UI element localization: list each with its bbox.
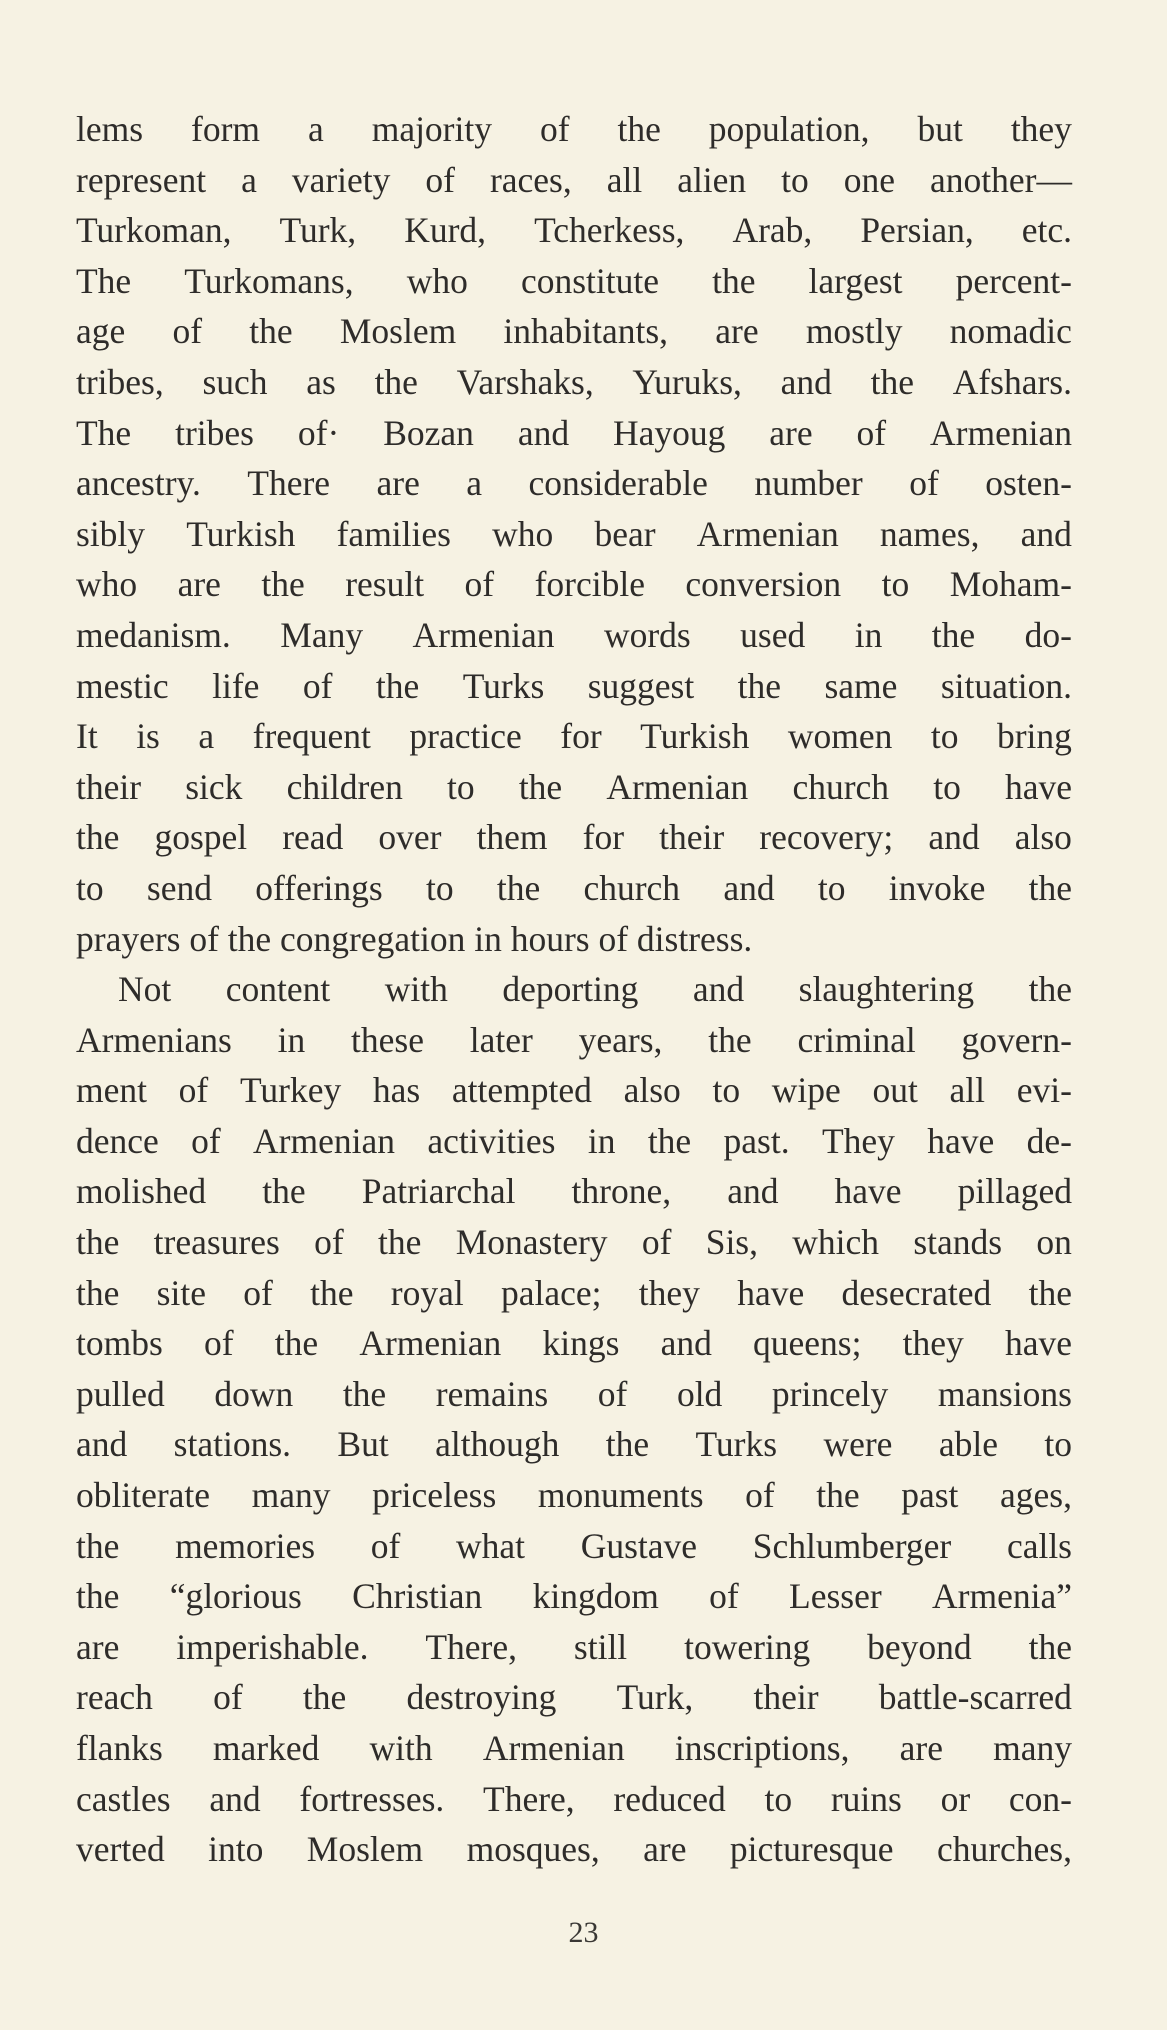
text-line: The Turkomans, who constitute the largest percent- (76, 260, 1072, 301)
text-line: age of the Moslem inhabitants, are mostly nomadic (76, 311, 1072, 352)
text-line: The tribes of· Bozan and Hayoug are of Armenian (76, 412, 1072, 453)
text-line: obliterate many priceless monuments of the past ages, (76, 1475, 1072, 1516)
text-line: their sick children to the Armenian church to have (76, 766, 1072, 807)
text-line: It is a frequent practice for Turkish women to bring (76, 716, 1072, 757)
text-line: are imperishable. There, still towering beyond the (76, 1626, 1072, 1667)
text-line: who are the result of forcible conversion to Moham- (76, 564, 1072, 605)
text-line: lems form a majority of the population, but they (76, 109, 1072, 149)
body-text (76, 104, 1072, 1875)
text-line: prayers of the congregation in hours of distress. (76, 918, 753, 959)
paragraph (76, 964, 1072, 1875)
text-line: molished the Patriarchal throne, and have pillaged (76, 1171, 1072, 1212)
text-line: and stations. But although the Turks were able to (76, 1424, 1072, 1465)
text-line: flanks marked with Armenian inscriptions, are many (76, 1728, 1072, 1768)
paragraph (76, 104, 1072, 964)
text-line: sibly Turkish families who bear Armenian names, and (76, 513, 1072, 554)
text-line: ancestry. There are a considerable number of osten- (76, 463, 1072, 504)
text-line: the “glorious Christian kingdom of Lesser Armenia” (76, 1576, 1072, 1617)
text-line: the memories of what Gustave Schlumberger calls (76, 1525, 1072, 1566)
text-line: medanism. Many Armenian words used in the do- (76, 614, 1072, 655)
text-line: reach of the destroying Turk, their battle-scarred (76, 1677, 1072, 1718)
text-line: verted into Moslem mosques, are picturesque churches, (76, 1829, 1072, 1870)
text-line: pulled down the remains of old princely mansions (76, 1373, 1072, 1414)
text-line: Armenians in these later years, the criminal govern- (76, 1019, 1072, 1060)
text-line: castles and fortresses. There, reduced to ruins or con- (76, 1778, 1072, 1819)
text-line: mestic life of the Turks suggest the same situation. (76, 665, 1072, 706)
text-line: the treasures of the Monastery of Sis, which stands on (76, 1222, 1072, 1263)
text-line: the gospel read over them for their recovery; and also (76, 817, 1072, 858)
text-line: dence of Armenian activities in the past. They have de- (76, 1120, 1072, 1161)
text-line: tombs of the Armenian kings and queens; they have (76, 1323, 1072, 1364)
text-line: to send offerings to the church and to invoke the (76, 867, 1072, 908)
page-number: 23 (568, 1916, 599, 1949)
text-line: represent a variety of races, all alien to one another— (76, 159, 1072, 200)
text-line: ment of Turkey has attempted also to wipe out all evi- (76, 1070, 1072, 1111)
text-line: tribes, such as the Varshaks, Yuruks, and the Afshars. (76, 361, 1072, 402)
text-line: the site of the royal palace; they have desecrated the (76, 1272, 1072, 1313)
text-line: Not content with deporting and slaughtering the (118, 969, 1072, 1010)
text-line: Turkoman, Turk, Kurd, Tcherkess, Arab, Persian, etc. (76, 210, 1072, 251)
